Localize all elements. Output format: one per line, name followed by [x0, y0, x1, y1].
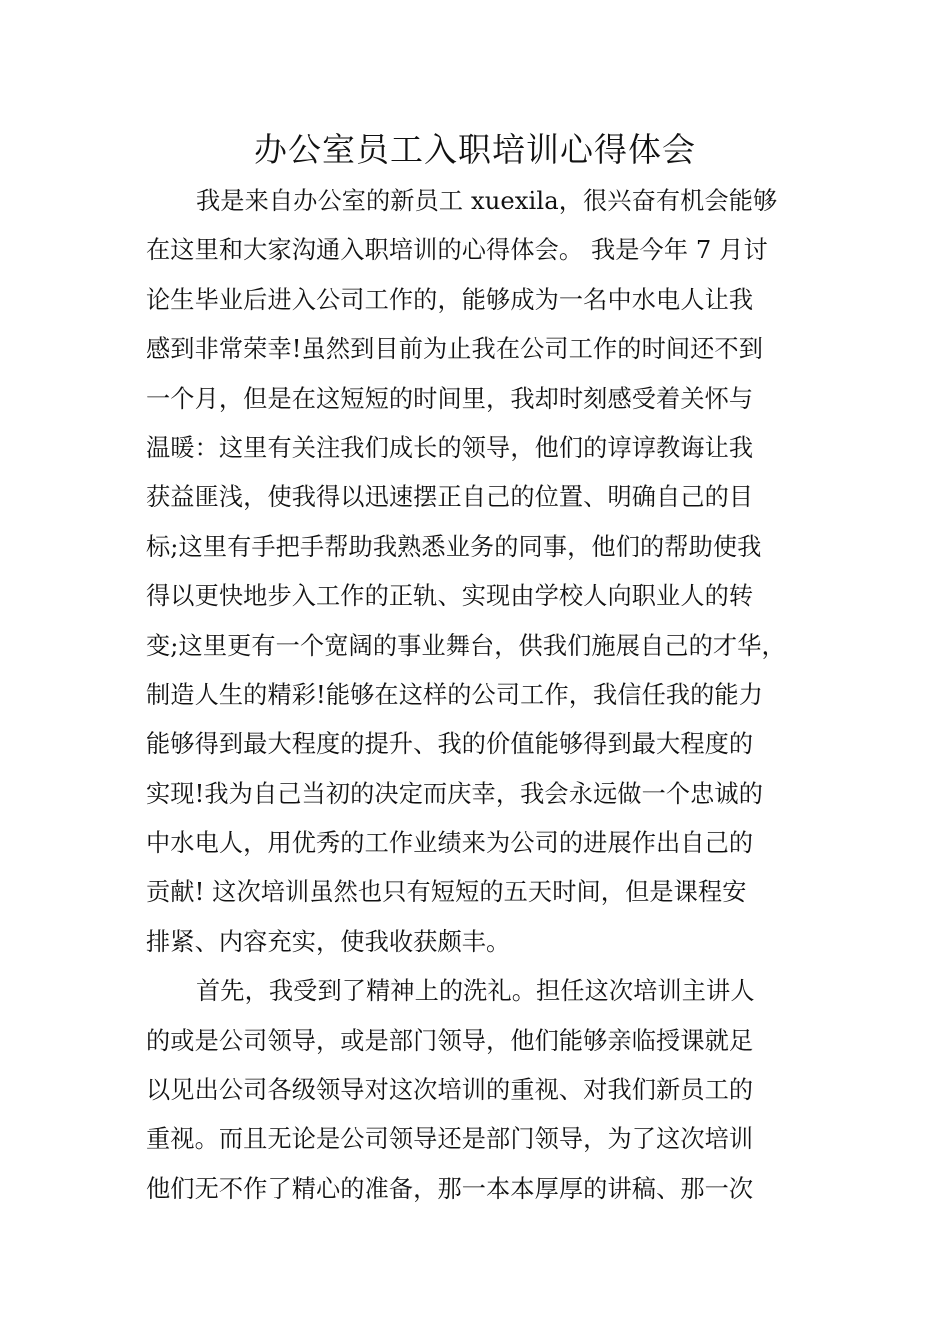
text-line: 实现!我为自己当初的决定而庆幸，我会永远做一个忠诚的 [146, 779, 764, 808]
text-line: 以见出公司各级领导对这次培训的重视、对我们新员工的 [146, 1076, 754, 1105]
paragraph-2 [146, 967, 826, 1214]
text-line: 的或是公司领导，或是部门领导，他们能够亲临授课就足 [146, 1026, 754, 1055]
text-line: 中水电人，用优秀的工作业绩来为公司的进展作出自己的 [146, 829, 754, 858]
text-line: 在这里和大家沟通入职培训的心得体会。 我是今年 7 月讨 [146, 236, 768, 265]
text-line: 温暖：这里有关注我们成长的领导，他们的谆谆教诲让我 [146, 433, 754, 462]
text-line: 一个月，但是在这短短的时间里，我却时刻感受着关怀与 [146, 384, 754, 413]
paragraph-1 [146, 177, 826, 967]
text-line: 变;这里更有一个宽阔的事业舞台，供我们施展自己的才华， [146, 631, 786, 660]
text-line: 重视。而且无论是公司领导还是部门领导，为了这次培训 [146, 1125, 754, 1154]
text-line: 排紧、内容充实，使我收获颇丰。 [146, 927, 511, 956]
document-body [146, 177, 826, 1214]
text-line: 贡献! 这次培训虽然也只有短短的五天时间，但是课程安 [146, 878, 747, 907]
text-line: 首先，我受到了精神上的洗礼。担任这次培训主讲人 [196, 977, 755, 1006]
text-line: 得以更快地步入工作的正轨、实现由学校人向职业人的转 [146, 582, 754, 611]
text-line: 获益匪浅，使我得以迅速摆正自己的位置、明确自己的目 [146, 483, 754, 512]
document-title: 办公室员工入职培训心得体会 [254, 130, 696, 169]
text-line: 感到非常荣幸!虽然到目前为止我在公司工作的时间还不到 [146, 335, 764, 364]
text-line: 标;这里有手把手帮助我熟悉业务的同事，他们的帮助使我 [146, 532, 762, 561]
text-line: 制造人生的精彩!能够在这样的公司工作，我信任我的能力 [146, 680, 764, 709]
text-line: 我是来自办公室的新员工 xuexila，很兴奋有机会能够 [196, 187, 778, 215]
text-line: 能够得到最大程度的提升、我的价值能够得到最大程度的 [146, 730, 754, 759]
text-line: 他们无不作了精心的准备，那一本本厚厚的讲稿、那一次 [146, 1174, 754, 1203]
text-line: 论生毕业后进入公司工作的，能够成为一名中水电人让我 [146, 285, 754, 314]
